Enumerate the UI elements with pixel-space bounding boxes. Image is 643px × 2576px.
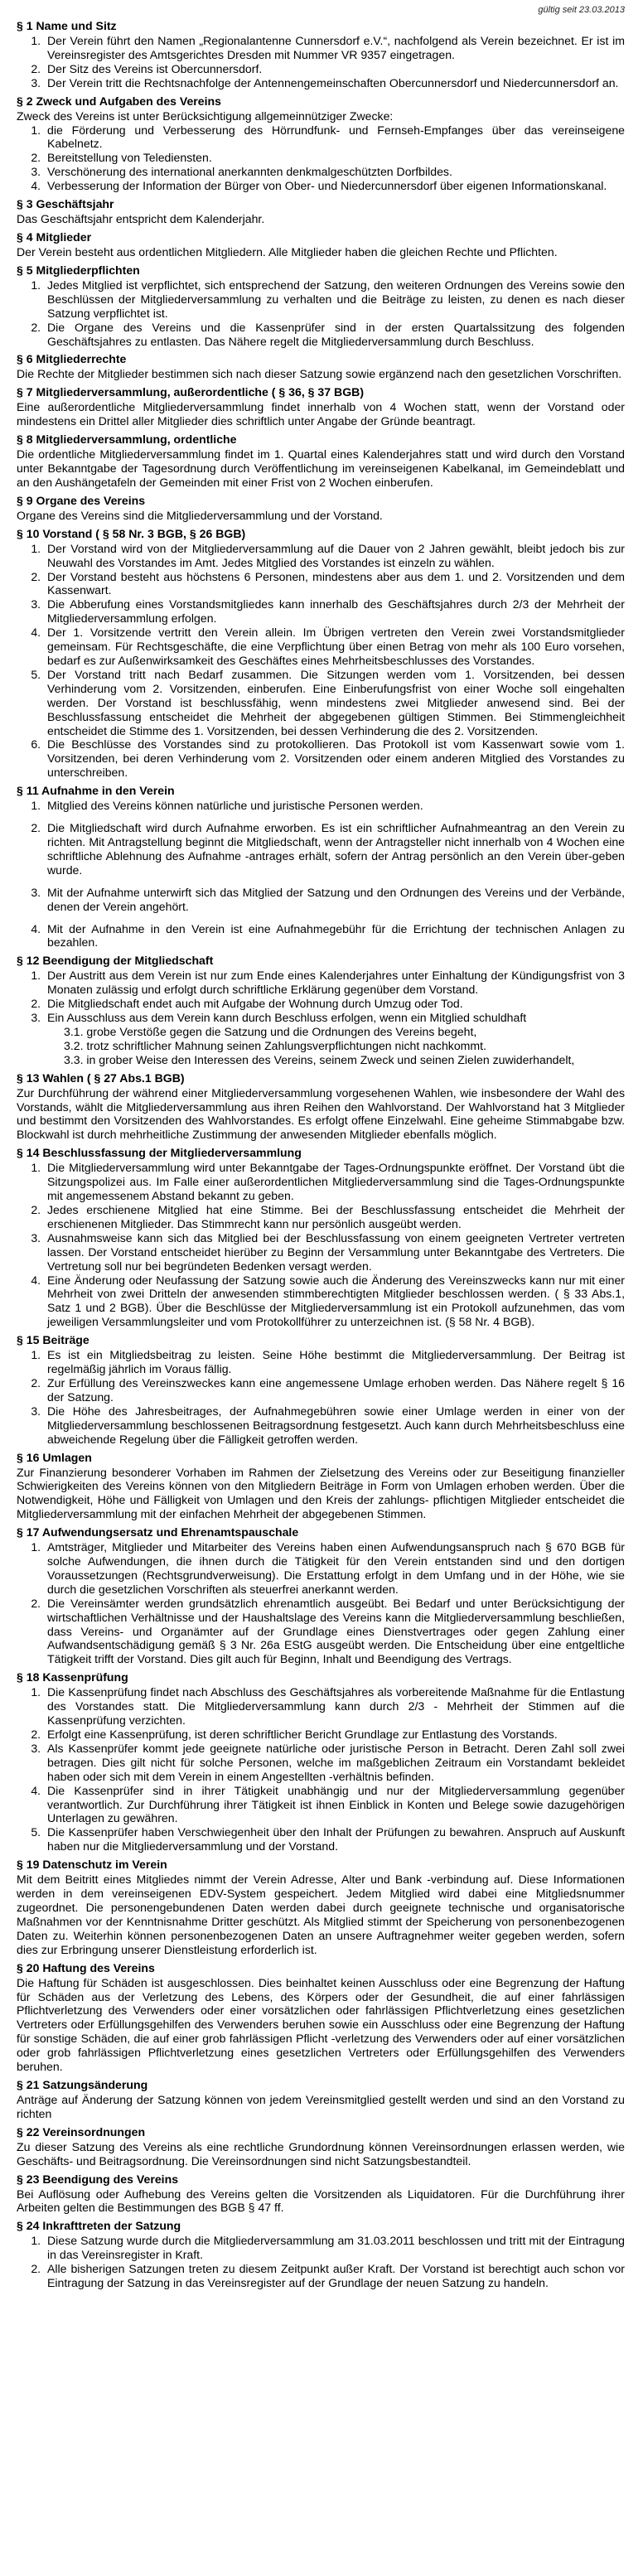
clause-item	[44, 1540, 625, 1597]
clause-text: Der Vorstand wird von der Mitgliederversammlung auf die Dauer von 2 Jahren gewählt, bleibt jedoch bis zur Neuwahl des Vorstandes im Amt. Jedes Mitglied des Vorstandes ist einzeln zu wählen.	[47, 541, 625, 569]
clause-text: Die Mitgliedschaft endet auch mit Aufgabe der Wohnung durch Umzug oder Tod.	[47, 997, 463, 1011]
clause-text: Jedes Mitglied ist verpflichtet, sich entsprechend der Satzung, den weiteren Ordnungen des Vereins sowie den Beschlüssen der Mitgliederversammlung zu verhalten und die Beiträge zu leisten, zu denen es nach dieser Satzung verpflichtet ist.	[47, 278, 625, 320]
section-11	[17, 784, 625, 950]
section-heading: § 22 Vereinsordnungen	[17, 2124, 146, 2139]
clause-item	[44, 1231, 625, 1274]
clause-text: Die Abberufung eines Vorstandsmitgliedes kann innerhalb des Geschäftsjahres durch 2/3 der Mehrheit der Mitgliederversammlung erfolgen.	[47, 597, 625, 626]
clause-text: Die Kassenprüfung findet nach Abschluss des Geschäftsjahres als vorbereitende Maßnahme für die Entlastung des Vorstandes statt. Die Mitgliederversammlung kann durch 2/3 - Mehrheit der Stimmen auf die Kassenprüfung verzichten.	[47, 1685, 625, 1728]
sub-clause-list	[47, 1025, 625, 1067]
clause-list	[17, 1348, 625, 1446]
clause-list	[17, 278, 625, 349]
clause-text: Der 1. Vorsitzende vertritt den Verein allein. Im Übrigen vertreten den Verein zwei Vorstandsmitglieder gemeinsam. Für Rechtsgeschäfte, die eine Verpflichtung über einen Betrag von mehr als 100 Euro vorsehen, bedarf es zur Außenwirksamkeit des Geschäftes eines Mehrheitsbeschlusses des Vorstandes.	[47, 626, 625, 667]
clause-item	[44, 570, 625, 598]
section-heading: § 24 Inkrafttreten der Satzung	[17, 2219, 181, 2233]
clause-text: Der Verein führt den Namen „Regionalantenne Cunnersdorf e.V.“, nachfolgend als Verein bezeichnet. Er ist im Vereinsregister des Amtsgerichtes Dresden mit Nummer VR 9357 eingetragen.	[47, 34, 625, 61]
section-5	[17, 263, 625, 349]
clause-item	[44, 821, 625, 877]
clause-text: Mit der Aufnahme in den Verein ist eine Aufnahmegebühr für die Errichtung der technischen Anlagen zu bezahlen.	[47, 921, 625, 950]
clause-item	[44, 2234, 625, 2262]
section-heading: § 20 Haftung des Vereins	[17, 1960, 155, 1974]
clause-item	[44, 34, 625, 62]
section-3	[17, 197, 625, 226]
clause-item	[44, 123, 625, 152]
section-text: Anträge auf Änderung der Satzung können von jedem Vereinsmitglied gestellt werden und sind an den Vorstand zu richten	[17, 2092, 625, 2120]
clause-item	[44, 76, 625, 90]
clause-item	[44, 2262, 625, 2290]
clause-text: Als Kassenprüfer kommt jede geeignete natürliche oder juristische Person in Betracht. Deren Zahl soll zwei betragen. Dies gilt nicht für solche Personen, welche im maßgeblichen Zeitraum ein Vorstandamt bekleidet haben oder sich mit dem Verein in einem Angestellten -verhältnis befinden.	[47, 1741, 625, 1783]
clause-text: Die Mitgliederversammlung wird unter Bekanntgabe der Tages-Ordnungspunkte eröffnet. Der Vorstand übt die Sitzungspolizei aus. Im Falle einer außerordentlichen Mitgliederversammlung sind die Tages-Ordnungspunkte mit angemessenem Abstand bekannt zu geben.	[47, 1161, 625, 1203]
section-heading: § 8 Mitgliederversammlung, ordentliche	[17, 433, 237, 447]
section-text: Bei Auflösung oder Aufhebung des Vereins gelten die Vorsitzenden als Liquidatoren. Für die Durchführung ihrer Arbeiten gelten die Bestimmungen des BGB § 47 ff.	[17, 2187, 625, 2215]
section-20	[17, 1961, 625, 2074]
clause-text: Mit der Aufnahme unterwirft sich das Mitglied der Satzung und den Ordnungen des Vereins und der Verbände, denen der Verein angehört.	[47, 885, 625, 913]
section-intro: Zweck des Vereins ist unter Berücksichtigung allgemeinnütziger Zwecke:	[17, 109, 394, 123]
clause-item	[44, 922, 625, 950]
clause-item	[44, 1825, 625, 1853]
section-4	[17, 230, 625, 259]
clause-text: Die Kassenprüfer sind in ihrer Tätigkeit unabhängig und nur der Mitgliederversammlung gegenüber verantwortlich. Zur Durchführung ihrer Tätigkeit ist ihnen Einblick in Konten und Belege sowie dazugehörigen Unterlagen zu gewähren.	[47, 1783, 625, 1825]
clause-text: Die Vereinsämter werden grundsätzlich ehrenamtlich ausgeübt. Bei Bedarf und unter Berücksichtigung der wirtschaftlichen Verhältnisse und der Haushaltslage des Vereins kann die Mitgliederversammlung beschließen, dass Vereins- und Organämter auf der Grundlage eines Dienstvertrages oder gegen Zahlung einer Aufwandsentschädigung gemäß § 3 Nr. 26a EStG ausgeübt werden. Die Entscheidung über eine entgeltliche Tätigkeit trifft der Vorstand. Dies gilt auch für Beginn, Inhalt und Beendigung des Vertrags.	[47, 1596, 625, 1666]
clause-text: Der Sitz des Vereins ist Obercunnersdorf.	[47, 61, 263, 75]
section-18	[17, 1670, 625, 1853]
clause-item	[44, 1728, 625, 1742]
section-text: Mit dem Beitritt eines Mitgliedes nimmt der Verein Adresse, Alter und Bank -verbindung auf. Diese Informationen werden in dem vereinseigenen EDV-System gespeichert. Jedem Mitglied wird dabei eine Mitgliedsnummer zugeordnet. Die personengebundenen Daten werden dabei durch geeignete technische und organisatorische Maßnahmen vor der Kenntnisnahme Dritter geschützt. Als Mitglied stimmt der Speicherung von personenbezogenen Daten zu. Weiterhin können personenbezogenen Daten an unsere Auftragnehmer weiter gegeben werden, sofern dies zur Erbringung unserer Dienstleistung erforderlich ist.	[17, 1873, 625, 1956]
section-16	[17, 1451, 625, 1522]
clause-text: Bereitstellung von Telediensten.	[47, 151, 212, 165]
section-text: Zur Durchführung der während einer Mitgliederversammlung vorgesehenen Wahlen, wie insbesondere der Wahl des Vorstands, wählt die Mitgliederversammlung aus ihren Reihen den Wahlvorstand. Der Wahlvorstand hat 3 Mitglieder und bestimmt den Vorsitzenden des Wahlvorstandes. Es erfolgt offene Einzelwahl. Eine geheime Stimmabgabe bzw. Blockwahl ist durch mehrheitliche Zustimmung der anwesenden Mitglieder ebenfalls möglich.	[17, 1085, 625, 1142]
section-heading: § 19 Datenschutz im Verein	[17, 1858, 167, 1872]
clause-item	[44, 179, 625, 193]
clause-text: Mitglied des Vereins können natürliche und juristische Personen werden.	[47, 799, 423, 813]
section-heading: § 13 Wahlen ( § 27 Abs.1 BGB)	[17, 1071, 185, 1085]
clause-text: die Förderung und Verbesserung des Hörrundfunk- und Fernseh-Empfanges über das vereinseigene Kabelnetz.	[47, 123, 625, 151]
section-heading: § 4 Mitglieder	[17, 230, 92, 244]
section-14	[17, 1146, 625, 1329]
section-heading: § 23 Beendigung des Vereins	[17, 2172, 179, 2186]
clause-text: Die Beschlüsse des Vorstandes sind zu protokollieren. Das Protokoll ist vom Kassenwart sowie vom 1. Vorsitzenden, bei deren Verhinderung vom 2. Vorsitzenden oder einem anderen Mitglied des Vorstandes zu unterschreiben.	[47, 737, 625, 780]
section-heading: § 15 Beiträge	[17, 1333, 89, 1347]
section-heading: § 11 Aufnahme in den Verein	[17, 784, 175, 798]
clause-text: Verschönerung des international anerkannten denkmalgeschützten Dorfbildes.	[47, 165, 452, 179]
section-text: Die Haftung für Schäden ist ausgeschlossen. Dies beinhaltet keinen Ausschluss oder eine Begrenzung der Haftung für Schäden aus der Verletzung des Lebens, des Körpers oder der Gesundheit, die auf einer fahrlässigen Pflichtverletzung des Verwenders oder einer vorsätzlichen oder fahrlässigen Pflichtverletzung eines gesetzlichen Vertreters oder Erfüllungsgehilfen des Verwenders beruhen sowie ein Ausschluss oder eine Begrenzung der Haftung für sonstige Schäden, die auf einer grob fahrlässigen Pflicht -verletzung des Verwenders oder auf einer vorsätzlichen oder grob fahrlässigen Pflichtverletzung eines gesetzlichen Vertreters oder Erfüllungsgehilfen des Verwenders beruhen.	[17, 1975, 625, 2074]
clause-item	[44, 1742, 625, 1784]
clause-list	[17, 123, 625, 194]
section-text: Zu dieser Satzung des Vereins als eine rechtliche Grundordnung können Vereinsordnungen erlassen werden, wie Geschäfts- und Beitragsordnung. Die Vereinsordnungen sind nicht Satzungsbestandteil.	[17, 2139, 625, 2168]
clause-list	[17, 799, 625, 950]
section-9	[17, 494, 625, 523]
section-heading: § 16 Umlagen	[17, 1450, 92, 1464]
section-13	[17, 1071, 625, 1143]
clause-item	[44, 1404, 625, 1447]
clause-item	[44, 799, 625, 813]
section-heading: § 5 Mitgliederpflichten	[17, 263, 140, 277]
clause-list	[17, 1161, 625, 1329]
clause-item	[44, 1597, 625, 1667]
clause-list	[17, 542, 625, 780]
clause-item	[44, 1348, 625, 1376]
clause-item	[44, 997, 625, 1011]
sections	[17, 19, 625, 2290]
section-text: Die Rechte der Mitglieder bestimmen sich nach dieser Satzung sowie ergänzend nach den gesetzlichen Vorschriften.	[17, 367, 622, 381]
section-17	[17, 1525, 625, 1666]
clause-text: Verbesserung der Information der Bürger von Ober- und Niedercunnersdorf über eigenen Informationskanal.	[47, 179, 607, 193]
clause-text: Die Kassenprüfer haben Verschwiegenheit über den Inhalt der Prüfungen zu bewahren. Anspruch auf Auskunft haben nur die Mitgliederversammlung und der Vorstand.	[47, 1825, 625, 1853]
section-8	[17, 433, 625, 490]
clause-text: Alle bisherigen Satzungen treten zu diesem Zeitpunkt außer Kraft. Der Vorstand ist berechtigt auch schon vor Eintragung der Satzung in das Vereinsregister auf der Grundlage der neuen Satzung zu handeln.	[47, 2262, 625, 2290]
section-text: Das Geschäftsjahr entspricht dem Kalenderjahr.	[17, 212, 265, 226]
clause-list	[17, 1685, 625, 1853]
clause-list	[17, 34, 625, 90]
clause-item	[44, 737, 625, 780]
clause-item	[44, 1011, 625, 1067]
section-heading: § 9 Organe des Vereins	[17, 493, 146, 507]
clause-list	[17, 969, 625, 1066]
clause-item	[44, 886, 625, 914]
clause-text: Die Höhe des Jahresbeitrages, der Aufnahmegebühren sowie einer Umlage werden in einer von der Mitgliederversammlung beschlossenen Beitragsordnung festgesetzt. Auch kann durch Mehrheitsbeschluss eine abweichende Regelung über die Fälligkeit getroffen werden.	[47, 1404, 625, 1446]
clause-item	[44, 1203, 625, 1231]
clause-item	[44, 1376, 625, 1404]
clause-item	[44, 597, 625, 626]
clause-text: Ausnahmsweise kann sich das Mitglied bei der Beschlussfassung von einem geeigneten Vertreter vertreten lassen. Der Vorstand entscheidet hierüber zu Beginn der Versammlung unter Bekanntgabe des Vertreters. Die Vertretung soll nur bei begründeten Bedenken versagt werden.	[47, 1230, 625, 1273]
clause-item	[44, 151, 625, 165]
section-heading: § 6 Mitgliederrechte	[17, 352, 127, 366]
clause-text: Der Vorstand besteht aus höchstens 6 Personen, mindestens aber aus dem 1. und 2. Vorsitzenden und dem Kassenwart.	[47, 569, 625, 597]
clause-text: Die Organe des Vereins und die Kassenprüfer sind in der ersten Quartalssitzung des folgenden Geschäftsjahres zu entlasten. Das Nähere regelt die Mitgliederversammlung durch Beschluss.	[47, 320, 625, 348]
clause-text: Amtsträger, Mitglieder und Mitarbeiter des Vereins haben einen Aufwendungsanspruch nach § 670 BGB für solche Aufwendungen, die ihnen durch die Tätigkeit für den Verein entstanden sind und den dortigen Voraussetzungen (Rechtsgrundverweisung). Die Erstattung erfolgt in dem Umfang und in der Höhe, wie sie durch die gesetzlichen Vorschriften als steuerfrei anerkannt werden.	[47, 1540, 625, 1596]
section-12	[17, 954, 625, 1066]
clause-text: Jedes erschienene Mitglied hat eine Stimme. Bei der Beschlussfassung entscheidet die Mehrheit der erschienenen Mitglieder. Das Stimmrecht kann nur persönlich ausgeübt werden.	[47, 1203, 625, 1230]
section-heading: § 14 Beschlussfassung der Mitgliederversammlung	[17, 1146, 302, 1160]
clause-item	[44, 1784, 625, 1826]
clause-list	[17, 2234, 625, 2290]
section-heading: § 7 Mitgliederversammlung, außerordentliche ( § 36, § 37 BGB)	[17, 385, 365, 399]
sub-clause-item: 3.2. trotz schriftlicher Mahnung seinen Zahlungsverpflichtungen nicht nachkommt.	[64, 1038, 486, 1052]
clause-text: Zur Erfüllung des Vereinszweckes kann eine angemessene Umlage erhoben werden. Das Nähere regelt § 16 der Satzung.	[47, 1375, 625, 1404]
sub-clause-item: 3.3. in grober Weise den Interessen des Vereins, seinem Zweck und seinen Zielen zuwiderhandelt,	[64, 1052, 575, 1066]
section-text: Organe des Vereins sind die Mitgliederversammlung und der Vorstand.	[17, 508, 383, 522]
section-heading: § 10 Vorstand ( § 58 Nr. 3 BGB, § 26 BGB)	[17, 526, 246, 540]
clause-item	[44, 321, 625, 349]
validity-note: gültig seit 23.03.2013	[538, 5, 625, 15]
section-19	[17, 1858, 625, 1956]
section-heading: § 1 Name und Sitz	[17, 19, 117, 32]
section-text: Eine außerordentliche Mitgliederversammlung findet innerhalb von 4 Wochen statt, wenn der Vorstand oder mindestens ein Drittel aller Mitglieder dies schriftlich unter Angabe der Gründe beantragt.	[17, 400, 625, 428]
section-heading: § 12 Beendigung der Mitgliedschaft	[17, 954, 214, 968]
clause-item	[44, 165, 625, 179]
clause-item	[44, 626, 625, 668]
section-text: Der Verein besteht aus ordentlichen Mitgliedern. Alle Mitglieder haben die gleichen Rechte und Pflichten.	[17, 244, 558, 259]
clause-text: Der Vorstand tritt nach Bedarf zusammen. Die Sitzungen werden vom 1. Vorsitzenden, bei dessen Verhinderung vom 2. Vorsitzenden, einberufen. Eine Einberufungsfrist von einer Woche soll eingehalten werden. Der Vorstand ist beschlussfähig, wenn mindestens zwei Mitglieder anwesend sind. Bei der Beschlussfassung entscheidet die Mehrheit der abgegebenen gültigen Stimmen. Bei Stimmengleichheit entscheidet die Stimme des 1. Vorsitzenden, bei dessen Verhinderung die des 2. Vorsitzenden.	[47, 667, 625, 737]
clause-item	[44, 969, 625, 997]
section-text: Zur Finanzierung besonderer Vorhaben im Rahmen der Zielsetzung des Vereins oder zur Beseitigung finanzieller Schwierigkeiten des Vereins können von den Mitgliedern Beiträge in Form von Umlagen erhoben werden. Über die Notwendigkeit, Höhe und Fälligkeit von Umlagen und den Kreis der zahlungs- pflichtigen Mitglieder entscheidet die Mitgliederversammlung mit der einfachen Mehrheit der abgegebenen Stimmen.	[17, 1465, 625, 1521]
clause-text: Erfolgt eine Kassenprüfung, ist deren schriftlicher Bericht Grundlage zur Entlastung des Vorstands.	[47, 1728, 558, 1741]
clause-text: Ein Ausschluss aus dem Verein kann durch Beschluss erfolgen, wenn ein Mitglied schuldhaft	[47, 1011, 527, 1025]
sub-clause-item: 3.1. grobe Verstöße gegen die Satzung und die Ordnungen des Vereins begeht,	[64, 1024, 477, 1038]
clause-text: Die Mitgliedschaft wird durch Aufnahme erworben. Es ist ein schriftlicher Aufnahmeantrag an den Verein zu richten. Mit Antragstellung beginnt die Mitgliedschaft, wenn der Antragsteller nicht innerhalb von 4 Wochen eine schriftliche Ablehnung des Aufnahme -antrages erhält, sofern der Antrag persönlich an den Verein über-geben wurde.	[47, 821, 625, 877]
clause-list	[17, 1540, 625, 1666]
clause-text: Es ist ein Mitgliedsbeitrag zu leisten. Seine Höhe bestimmt die Mitgliederversammlung. Der Beitrag ist regelmäßig jährlich im Voraus fällig.	[47, 1348, 625, 1376]
section-7	[17, 385, 625, 428]
section-24	[17, 2219, 625, 2290]
clause-item	[44, 668, 625, 738]
section-21	[17, 2078, 625, 2121]
clause-item	[44, 1274, 625, 1330]
clause-item	[44, 1685, 625, 1728]
clause-item	[44, 542, 625, 570]
section-2	[17, 94, 625, 193]
clause-text: Der Austritt aus dem Verein ist nur zum Ende eines Kalenderjahres unter Einhaltung der Kündigungsfrist von 3 Monaten zulässig und erfolgt durch schriftliche Erklärung gegenüber dem Vorstand.	[47, 969, 625, 997]
section-heading: § 18 Kassenprüfung	[17, 1670, 128, 1684]
clause-item	[44, 278, 625, 321]
section-heading: § 2 Zweck und Aufgaben des Vereins	[17, 94, 221, 108]
section-text: Die ordentliche Mitgliederversammlung findet im 1. Quartal eines Kalenderjahres statt und wird durch den Vorstand unter Bekanntgabe der Tagesordnung durch Veröffentlichung im vereinseigenen Kabelkanal, im Gemeindeblatt und an den Aushängetafeln der Gemeinden mit einer Frist von 2 Wochen einberufen.	[17, 447, 625, 489]
clause-text: Diese Satzung wurde durch die Mitgliederversammlung am 31.03.2011 beschlossen und tritt mit der Eintragung in das Vereinsregister in Kraft.	[47, 2234, 625, 2262]
section-heading: § 3 Geschäftsjahr	[17, 197, 114, 211]
clause-item	[44, 1161, 625, 1203]
clause-item	[44, 62, 625, 76]
section-15	[17, 1333, 625, 1446]
section-heading: § 21 Satzungsänderung	[17, 2077, 148, 2091]
section-22	[17, 2125, 625, 2168]
section-10	[17, 527, 625, 780]
section-heading: § 17 Aufwendungsersatz und Ehrenamtspauschale	[17, 1525, 299, 1539]
section-1	[17, 19, 625, 90]
clause-text: Der Verein tritt die Rechtsnachfolge der Antennengemeinschaften Obercunnersdorf und Niedercunnersdorf an.	[47, 75, 619, 89]
section-6	[17, 352, 625, 381]
clause-text: Eine Änderung oder Neufassung der Satzung sowie auch die Änderung des Vereinszwecks kann nur mit einer Mehrheit von zwei Dritteln der anwesenden stimmberechtigten Mitglieder beschlossen werden. ( § 33 Abs.1, Satz 1 und 2 BGB). Über die Beschlüsse der Mitgliederversammlung ist ein Protokoll aufzunehmen, das vom jeweiligen Versammlungsleiter und vom Protokollführer zu unterzeichnen ist. (§ 58 Nr. 4 BGB).	[47, 1273, 625, 1329]
section-23	[17, 2172, 625, 2216]
